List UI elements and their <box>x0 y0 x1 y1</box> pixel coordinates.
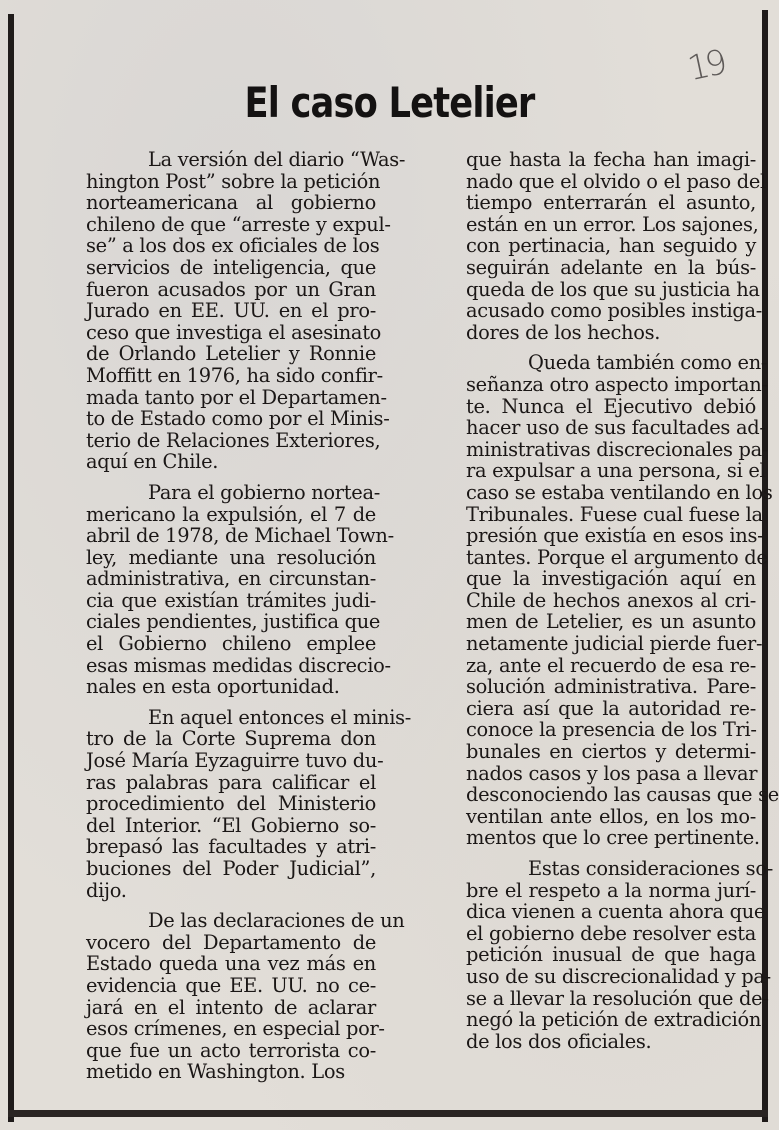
article-column-left <box>24 148 411 1084</box>
text-line: mentos que lo cree pertinente. <box>466 826 760 850</box>
text-line: tantes. Porque el argumento de <box>466 545 768 569</box>
frame-border-left <box>8 14 14 1122</box>
text-line: vocero del Departamento de <box>86 930 376 954</box>
article-paragraph <box>24 705 411 902</box>
article-paragraph <box>404 351 779 850</box>
text-line: nados casos y los pasa a llevar <box>466 761 758 785</box>
text-line: petición inusual de que haga <box>466 943 756 967</box>
headline: El caso Letelier <box>244 78 535 127</box>
text-line: ventilan ante ellos, en los mo- <box>466 804 756 828</box>
text-line: Estado queda una vez más en <box>86 952 376 976</box>
text-line: desconociendo las causas que se <box>466 783 779 807</box>
text-line: que fue un acto terrorista co- <box>86 1038 376 1062</box>
text-line: aquí en Chile. <box>86 450 219 474</box>
text-line: jará en el intento de aclarar <box>86 995 376 1019</box>
text-line: norteamericana al gobierno <box>86 191 376 215</box>
text-line: dica vienen a cuenta ahora que <box>466 900 766 924</box>
text-line: nales en esta oportunidad. <box>86 675 340 699</box>
text-line: que la investigación aquí en <box>466 567 756 591</box>
text-line: Tribunales. Fuese cual fuese la <box>466 502 763 526</box>
text-line: presión que existía en esos ins- <box>466 524 764 548</box>
text-line: ciera así que la autoridad re- <box>466 696 756 720</box>
text-line: Para el gobierno nortea- <box>148 480 380 504</box>
text-line: evidencia que EE. UU. no ce- <box>86 973 376 997</box>
frame-border-bottom <box>8 1110 768 1117</box>
text-line: hacer uso de sus facultades ad- <box>466 416 766 440</box>
text-line: negó la petición de extradición <box>466 1008 762 1032</box>
text-line: fueron acusados por un Gran <box>86 277 376 301</box>
text-line: chileno de que “arreste y expul- <box>86 212 391 236</box>
handwritten-annotation: 19 <box>684 42 728 90</box>
text-line: men de Letelier, es un asunto <box>466 610 756 634</box>
text-line: tro de la Corte Suprema don <box>86 727 376 751</box>
text-line: se a llevar la resolución que de- <box>466 986 769 1010</box>
text-line: bre el respeto a la norma jurí- <box>466 878 756 902</box>
text-line: servicios de inteligencia, que <box>86 255 376 279</box>
text-line: con pertinacia, han seguido y <box>466 234 756 258</box>
text-line: José María Eyzaguirre tuvo du- <box>86 749 384 773</box>
text-line: ra expulsar a una persona, si el <box>466 459 766 483</box>
text-line: ras palabras para calificar el <box>86 770 376 794</box>
text-line: ceso que investiga el asesinato <box>86 320 382 344</box>
text-line: señanza otro aspecto importan- <box>466 372 768 396</box>
article-paragraph <box>24 480 394 699</box>
text-line: ley, mediante una resolución <box>86 545 376 569</box>
article-paragraph <box>404 148 766 344</box>
text-line: dores de los hechos. <box>466 320 661 344</box>
text-line: za, ante el recuerdo de esa re- <box>466 653 756 677</box>
text-line: brepasó las facultades y atri- <box>86 835 376 859</box>
text-line: metido en Washington. Los <box>86 1060 345 1084</box>
text-line: ciales pendientes, justifica que <box>86 610 381 634</box>
text-line: conoce la presencia de los Tri- <box>466 718 757 742</box>
text-line: De las declaraciones de un <box>148 909 405 933</box>
text-line: terio de Relaciones Exteriores, <box>86 428 381 452</box>
text-line: mericano la expulsión, el 7 de <box>86 502 376 526</box>
text-line: esas mismas medidas discrecio- <box>86 653 391 677</box>
text-line: ministrativas discrecionales pa- <box>466 437 769 461</box>
text-line: acusado como posibles instiga- <box>466 299 763 323</box>
article-column-right <box>404 148 779 1053</box>
article-paragraph <box>24 148 406 474</box>
text-line: caso se estaba ventilando en los <box>466 480 773 504</box>
text-line: to de Estado como por el Minis- <box>86 407 390 431</box>
text-line: queda de los que su justicia ha <box>466 277 760 301</box>
text-line: hington Post” sobre la petición <box>86 169 381 193</box>
text-line: La versión del diario “Was- <box>148 148 406 171</box>
text-line: tiempo enterrarán el asunto, <box>466 191 756 215</box>
text-line: En aquel entonces el minis- <box>148 705 411 729</box>
text-line: Moffitt en 1976, ha sido confir- <box>86 363 383 387</box>
text-line: procedimiento del Ministerio <box>86 792 376 816</box>
text-line: mada tanto por el Departamen- <box>86 385 387 409</box>
text-line: esos crímenes, en especial por- <box>86 1017 385 1041</box>
text-line: de los dos oficiales. <box>466 1029 652 1053</box>
text-line: buciones del Poder Judicial”, <box>86 857 376 880</box>
text-line: netamente judicial pierde fuer- <box>466 632 763 656</box>
text-line: cia que existían trámites judi- <box>86 588 376 612</box>
text-line: Chile de hechos anexos al cri- <box>466 588 756 612</box>
text-line: nado que el olvido o el paso del <box>466 169 766 193</box>
text-line: abril de 1978, de Michael Town- <box>86 524 394 548</box>
text-line: solución administrativa. Pare- <box>466 675 756 699</box>
text-line: el Gobierno chileno emplee <box>86 632 376 656</box>
text-line: dijo. <box>86 878 127 902</box>
text-line: te. Nunca el Ejecutivo debió <box>466 394 756 418</box>
text-line: de Orlando Letelier y Ronnie <box>86 342 376 366</box>
text-line: uso de su discrecionalidad y pa- <box>466 964 771 988</box>
text-line: están en un error. Los sajones, <box>466 212 759 236</box>
article-paragraph <box>24 909 405 1084</box>
text-line: Queda también como en- <box>528 351 768 375</box>
text-line: seguirán adelante en la bús- <box>466 255 756 279</box>
text-line: del Interior. “El Gobierno so- <box>86 813 376 837</box>
text-line: bunales en ciertos y determi- <box>466 740 756 764</box>
text-line: Jurado en EE. UU. en el pro- <box>86 299 376 323</box>
text-line: que hasta la fecha han imagi- <box>466 148 756 171</box>
text-line: administrativa, en circunstan- <box>86 567 376 591</box>
article-paragraph <box>404 857 773 1053</box>
text-line: se” a los dos ex oficiales de los <box>86 234 380 258</box>
text-line: Estas consideraciones so- <box>528 857 773 880</box>
text-line: el gobierno debe resolver esta <box>466 921 756 945</box>
